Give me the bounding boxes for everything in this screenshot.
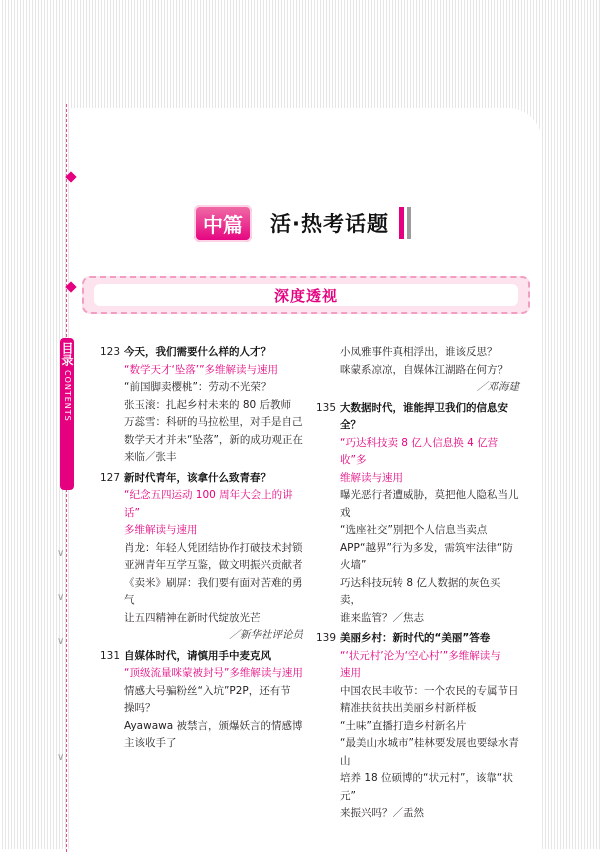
section-header	[194, 203, 411, 243]
entry-line[interactable]: 小凤雅事件真相浮出，谁该反思？	[340, 346, 498, 358]
toc-entry[interactable]	[100, 648, 305, 753]
contents-tab-en: CONTENTS	[63, 370, 72, 422]
page-number: 123	[100, 346, 121, 358]
entry-line[interactable]: 巧达科技玩转 8 亿人数据的灰色买卖，	[340, 576, 501, 606]
entry-line[interactable]: “前国脚卖樱桃”：劳动不光荣？	[124, 381, 272, 393]
entry-line[interactable]: 操吗？	[124, 702, 156, 714]
page-number: 127	[100, 471, 121, 484]
depth-banner	[82, 276, 530, 314]
entry-line[interactable]: 培养 18 位硕博的“状元村”，该靠“状元”	[340, 772, 513, 802]
title-bars	[399, 207, 411, 239]
entry-line[interactable]: Ayawawa 被禁言，颁爆妖言的情感博	[124, 719, 303, 732]
entry-line[interactable]: 火墙”	[340, 559, 367, 571]
entry-line[interactable]: 《卖米》刷屏：我们要有面对苦难的勇气	[124, 576, 303, 606]
entry-line[interactable]: 情感大号骗粉丝“入坑”P2P，还有节	[124, 684, 291, 697]
page-number: 139	[316, 632, 337, 644]
entry-title[interactable]: 今天，我们需要什么样的人才？	[124, 346, 271, 358]
page-number: 131	[100, 649, 121, 662]
entry-author: ／新华社评论员	[229, 629, 303, 641]
entry-subtitle[interactable]: “‘状元村’沦为‘空心村’”多维解读与	[340, 649, 501, 662]
entry-line[interactable]: 数学天才并未“坠落”，新的成功观正在	[124, 433, 303, 446]
section-title: 活·热考话题	[270, 212, 389, 236]
entry-title[interactable]: 自媒体时代，请慎用手中麦克风	[124, 649, 271, 662]
entry-title[interactable]: 美丽乡村：新时代的“美丽”答卷	[340, 632, 491, 644]
toc-entry[interactable]	[316, 344, 521, 397]
entry-subtitle[interactable]: 速用	[340, 667, 361, 679]
entry-line[interactable]: “最美山水城市”桂林要发展也要绿水青山	[340, 737, 519, 767]
chevron-down-icon: ∨	[57, 548, 65, 559]
toc-entry[interactable]	[100, 344, 305, 467]
toc-entry[interactable]	[316, 400, 521, 628]
banner-label: 深度透视	[273, 286, 338, 305]
chevron-down-icon: ∨	[57, 592, 65, 603]
entry-line[interactable]: 谁来监管？／焦志	[340, 611, 424, 624]
entry-line[interactable]: 咪蒙系凉凉，自媒体江湖路在何方？	[340, 363, 508, 376]
toc-entry[interactable]	[100, 470, 305, 645]
entry-line[interactable]: APP“越界”行为多发，需筑牢法律“防	[340, 541, 513, 554]
entry-subtitle[interactable]: “纪念五四运动 100 周年大会上的讲话”	[124, 489, 293, 519]
page-number: 135	[316, 401, 337, 414]
entry-subtitle[interactable]: “巧达科技卖 8 亿人信息换 4 亿营收”多	[340, 436, 499, 466]
entry-line[interactable]: 张玉滚：扎起乡村未来的 80 后教师	[124, 398, 292, 411]
entry-line[interactable]: 来振兴吗？／盂然	[340, 807, 424, 819]
entry-author: ／邓海建	[477, 381, 519, 393]
entry-line[interactable]: 肖龙：年轻人凭团结协作打破技术封锁	[124, 541, 303, 554]
entry-line[interactable]: 万蕊雪：科研的马拉松里，对手是自己	[124, 416, 303, 428]
entry-subtitle[interactable]: 维解读与速用	[340, 471, 403, 484]
entry-subtitle[interactable]: “数学天才‘坠落’”多维解读与速用	[124, 363, 279, 376]
entry-line[interactable]: 主该收手了	[124, 737, 177, 749]
toc-left-column	[100, 344, 305, 756]
contents-tab	[60, 338, 74, 490]
entry-line[interactable]: 来临／张丰	[124, 451, 177, 463]
entry-line[interactable]: “土味”直播打造乡村新名片	[340, 719, 467, 732]
entry-line[interactable]: 亚洲青年互学互鉴，做文明振兴贡献者	[124, 559, 303, 571]
entry-title[interactable]: 大数据时代，谁能捍卫我们的信息安全？	[340, 401, 508, 431]
chevron-down-icon: ∨	[57, 636, 65, 647]
contents-tab-cn: 目录	[60, 342, 74, 366]
entry-line[interactable]: 中国农民丰收节：一个农民的专属节日	[340, 684, 519, 697]
chevron-down-icon: ∨	[57, 752, 65, 763]
entry-line[interactable]: 精准扶贫扶出美丽乡村新样板	[340, 702, 477, 714]
entry-subtitle[interactable]: 多维解读与速用	[124, 524, 198, 536]
section-badge: 中篇	[194, 205, 252, 242]
entry-line[interactable]: 曝光恶行者遭威胁，莫把他人隐私当儿戏	[340, 489, 519, 519]
toc-entry[interactable]	[316, 630, 521, 823]
entry-line[interactable]: “选座社交”别把个人信息当卖点	[340, 524, 488, 536]
entry-subtitle[interactable]: “顶级流量咪蒙被封号”多维解读与速用	[124, 667, 303, 679]
entry-title[interactable]: 新时代青年，该拿什么致青春？	[124, 471, 271, 484]
toc-right-column	[316, 344, 521, 826]
entry-line[interactable]: 让五四精神在新时代绽放光芒	[124, 611, 261, 624]
